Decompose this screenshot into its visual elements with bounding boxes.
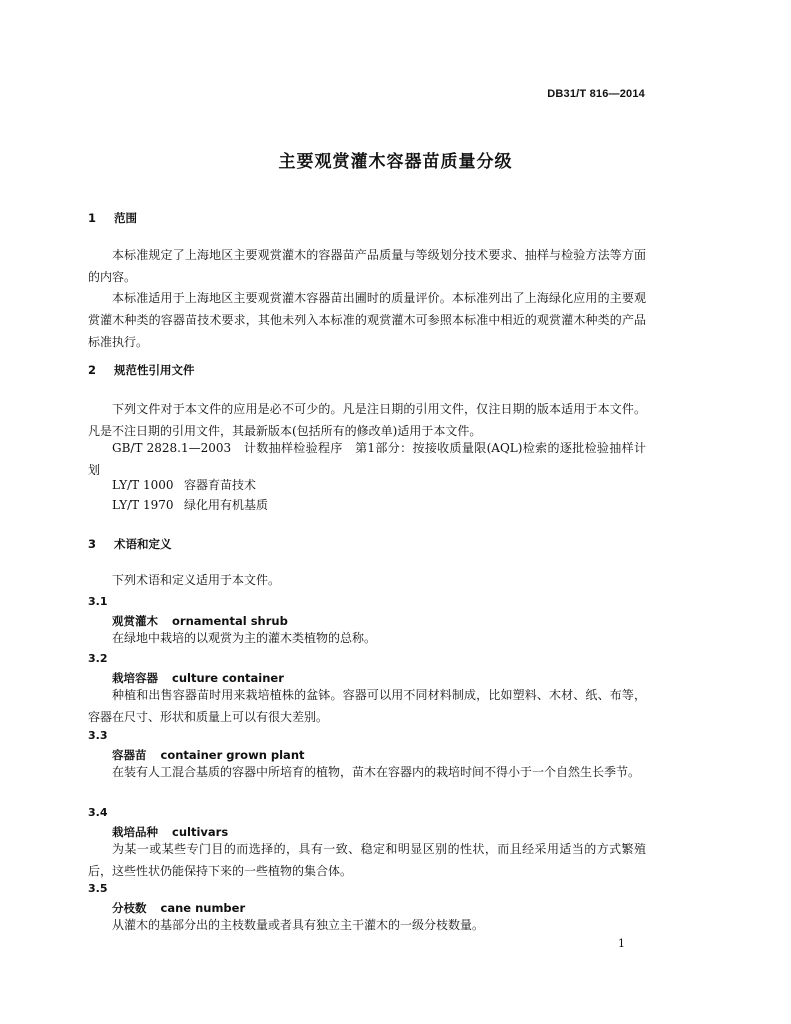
scope-paragraph-1: 本标准规定了上海地区主要观赏灌木的容器苗产品质量与等级划分技术要求、抽样与检验方法等方面的内容。 bbox=[88, 248, 646, 284]
term-english: cane number bbox=[160, 901, 246, 915]
terms-intro: 下列术语和定义适用于本文件。 bbox=[112, 573, 281, 587]
term-number: 3.2 bbox=[88, 652, 108, 665]
section-number: 3 bbox=[88, 537, 97, 551]
section-title: 范围 bbox=[114, 211, 137, 225]
reference-code: LY/T 1000 bbox=[112, 478, 174, 492]
term-definition: 在绿地中栽培的以观赏为主的灌木类植物的总称。 bbox=[112, 631, 377, 645]
term-definition: 为某一或某些专门目的而选择的，具有一致、稳定和明显区别的性状，而且经采用适当的方式繁殖后，这些性状仍能保持下来的一些植物的集合体。 bbox=[88, 842, 646, 878]
reference-title: 容器育苗技术 bbox=[184, 478, 257, 492]
page-number: 1 bbox=[618, 937, 625, 950]
document-title: 主要观赏灌木容器苗质量分级 bbox=[278, 152, 513, 172]
section-number: 2 bbox=[88, 363, 97, 377]
term-number: 3.3 bbox=[88, 729, 108, 742]
reference-code: LY/T 1970 bbox=[112, 498, 174, 512]
term-english: cultivars bbox=[172, 825, 229, 839]
reference-item bbox=[112, 474, 256, 496]
reference-code: GB/T 2828.1—2003 bbox=[112, 441, 232, 455]
term-definition: 在装有人工混合基质的容器中所培育的植物，苗木在容器内的栽培时间不得小于一个自然生长季节。 bbox=[112, 765, 641, 779]
reference-item bbox=[112, 494, 268, 516]
term-english: container grown plant bbox=[160, 748, 305, 762]
term-definition: 从灌木的基部分出的主枝数量或者具有独立主干灌木的一级分枝数量。 bbox=[112, 918, 485, 932]
term-number: 3.4 bbox=[88, 806, 108, 819]
section-title: 术语和定义 bbox=[114, 537, 172, 551]
scope-paragraph-2: 本标准适用于上海地区主要观赏灌木容器苗出圃时的质量评价。本标准列出了上海绿化应用的主要观赏灌木种类的容器苗技术要求，其他未列入本标准的观赏灌木可参照本标准中相近的观赏灌木种类的产品标准执行。 bbox=[88, 291, 646, 349]
section-number: 1 bbox=[88, 211, 97, 225]
term-english: culture container bbox=[172, 671, 284, 685]
term-definition: 种植和出售容器苗时用来栽培植株的盆钵。容器可以用不同材料制成，比如塑料、木材、纸、布等，容器在尺寸、形状和质量上可以有很大差别。 bbox=[88, 688, 646, 724]
reference-title: 绿化用有机基质 bbox=[184, 498, 269, 512]
section-2-heading bbox=[88, 362, 195, 378]
section-1-heading bbox=[88, 210, 137, 226]
term-number: 3.5 bbox=[88, 882, 108, 895]
term-chinese: 分枝数 bbox=[112, 901, 147, 915]
term-english: ornamental shrub bbox=[172, 614, 288, 628]
normative-references-intro: 下列文件对于本文件的应用是必不可少的。凡是注日期的引用文件，仅注日期的版本适用于本文件。凡是不注日期的引用文件，其最新版本(包括所有的修改单)适用于本文件。 bbox=[88, 402, 646, 438]
section-3-heading bbox=[88, 536, 172, 552]
term-chinese: 观赏灌木 bbox=[112, 614, 158, 628]
reference-title: 计数抽样检验程序 第1部分：按接收质量限(AQL)检索的逐批检验抽样计划 bbox=[88, 441, 646, 477]
term-chinese: 栽培品种 bbox=[112, 825, 158, 839]
term-number: 3.1 bbox=[88, 595, 108, 608]
standard-code: DB31/T 816—2014 bbox=[547, 88, 645, 100]
term-chinese: 栽培容器 bbox=[112, 671, 158, 685]
section-title: 规范性引用文件 bbox=[114, 363, 195, 377]
term-chinese: 容器苗 bbox=[112, 748, 147, 762]
